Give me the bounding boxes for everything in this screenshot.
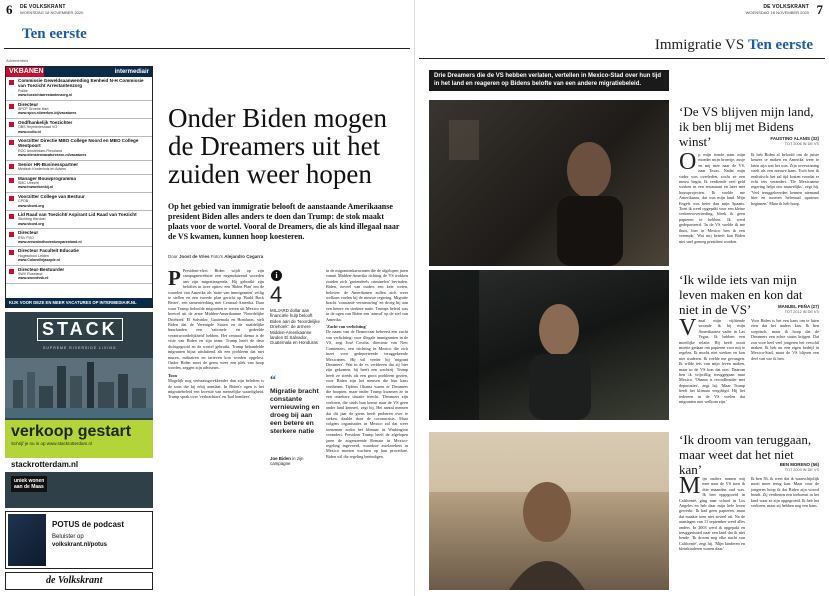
job-organization: Hogeschool Leiden [18,253,49,258]
job-title: Directeur [18,230,39,236]
job-listing[interactable] [6,247,152,265]
quote-heading-3: ‘Ik droom van teruggaan, maar weet dat het niet kan’ [679,432,812,477]
byline-photo-prefix: Foto's [210,254,223,259]
photo-faustino [429,100,669,266]
col3-subheading: 'Zacht van verlichting' [326,324,367,330]
pull-quote-attribution [270,456,320,467]
job-url[interactable]: www.swvvdvsk.nl [18,276,49,281]
job-organization: SPCP Groene Hart [18,107,49,112]
vkbanen-ad[interactable] [5,66,153,308]
photo-ben [429,432,669,590]
job-url[interactable]: www.hwwerkenbij.nl [18,185,54,190]
date-right: WOENSDAG 18 NOVEMBER 2020 [745,10,809,15]
quote-heading-2: ‘Ik wilde iets van mijn leven maken en kon dat niet in de VS’ [679,272,803,317]
job-listing[interactable] [6,211,152,229]
job-url[interactable]: www.dienstenvacaturesroc.nl/vacatures [18,153,87,158]
job-organization: Stichting Herdoel [18,217,46,222]
job-listing[interactable] [6,193,152,211]
section-topic: Immigratie VS [654,37,745,53]
interview-1-col-a [679,152,745,260]
col1-text-2: Mogelijk nog verbazingwekkender dan zijn beloften is de toon die hij erbij aanslaat. In Biden's ogen is het migratiebeleid een kwestie van menselijke waardigheid. Trump sprak over 'verkrachters' en 'bad hombres'. [168,378,264,400]
volkskrant-logo: de Volkskrant [46,575,103,586]
vkbanen-logo: VKBANEN [6,67,44,77]
stack-logo: STACK [37,318,123,341]
job-organization: SWV Ruseland [18,272,43,276]
advertisements-label: Advertenties [6,58,29,63]
section-name: Ten eerste [748,37,813,53]
section-title-left: Ten eerste [22,26,87,42]
paper-name-right: DE VOLKSKRANT [763,4,809,10]
drop-cap-1: O [679,152,697,175]
byline-photographer: Alejandro Cegarra [224,254,264,259]
job-title: Lid Raad van Toezicht/ Aspirant Lid Raad van Toezicht [18,211,137,217]
article-column-1 [168,268,264,590]
podcast-image [8,514,46,566]
page-number-left: 6 [6,2,13,17]
job-list [6,77,152,284]
header-rule-right [419,58,825,59]
q1-text-2: Ik heb Biden al beloofd om de juiste keuzes te maken en Amerika weer te laten zijn wat het was. Zijn overwinning voelt als een nieuwe kans. Toch ben ik realistisch: het zal tijd kosten voordat er echt iets verandert. 'De Mexicaanse regering helpt ons nauwelijks', zegt hij. 'Veel teruggekeerden kennen niemand hier en moeten helemaal opnieuw beginnen.' Maar ik heb hoop. [751,152,819,206]
interview-3-col-a [679,476,745,590]
interviewee-2-place: TOT 2012 IN DE VS [784,310,819,314]
job-title: Directeur Faculteit Educatie [18,248,79,254]
col1-subheading: Toon [168,372,177,378]
q2-text-2: Voor Biden is het een kans om te laten zien dat het anders kan. Ik ben sceptisch, maar ik hoop dat de Dreamers een echte status krijgen. Dat zou voor heel veel jongeren het verschil maken. Ik heb nu een eigen bedrijf in Mexico-Stad, maar de VS blijven een deel van wie ik ben. [751,318,819,361]
portrait-1-image [429,100,669,266]
job-listing[interactable] [6,161,152,175]
job-organization: RSV PVO [18,235,34,240]
intermediair-logo: intermediair [44,67,152,77]
interviewee-1-name: FAUSTINO ALANIS (32) [770,136,819,141]
job-organization: OBS Heymeriesraad VO [18,125,58,130]
date-left: WOENSDAG 18 NOVEMBER 2020 [20,10,84,15]
col3-text: in de migrantenkaravanen die de afgelopen jaren vanuit Midden-Amerika richting de VS trokken zouden zich 'grotendeels criminelen' bevinden. Biden, zoveel van ouders een keer weten, beloven: de Amerikanen zullen zich weer welkom voelen bij de nieuwe regering. Migratie bracht 'constante vernieuwing' en droeg bij aan een betere en sterkere natie. Trumps beleid was in de ogen van Biden een 'aanval' op de ziel van Amerika. [326,268,408,322]
interview-1-col-b [751,152,819,260]
feature-lede: Drie Dreamers die de VS hebben verlaten, vertellen in Mexico-Stad over hun tijd in het land en reageren op Bidens belofte van een andere migratiebeleid. [429,70,669,91]
job-organization: Medisch Kinderhuis en Advies [18,167,66,172]
q3-text: ijn ouders namen mij mee naar de VS toen ik drie maanden oud was. Ik ben opgegroeid in Californië, ging naar school in Los Angeles en heb daar mijn hele leven gewerkt. Ik had geen papieren, maar dat maakte toen niet zoveel uit. Na de aanslagen van 11 september werd alles anders. In 2003 werd ik opgepakt en teruggestuurd naar een land dat ik niet kende. 'Ik droom nog elke nacht van Californië', zegt hij. 'Mijn kinderen en kleinkinderen wonen daar.' [679,476,745,552]
stat-number: 4 [270,282,283,307]
job-url[interactable]: www.ccdlo.nl [18,129,41,134]
job-title: Directeur [18,101,39,107]
quote-icon: “ [270,372,276,386]
drop-cap: P [168,268,181,290]
job-title: Ondfhankelijk Toezichter [18,119,73,125]
drop-cap-3: M [679,476,701,499]
podcast-sub-1: Beluister op [52,534,84,540]
badge-line-2: aan de Maas [14,484,44,490]
article-headline: Onder Biden mogen de Dreamers uit het zuiden weer hopen [168,103,387,189]
paper-name-left: DE VOLKSKRANT [20,4,66,10]
job-listing[interactable] [6,101,152,119]
interviewee-3-name: BEN MORENO (56) [779,462,819,467]
article-column-3 [326,268,408,590]
podcast-url[interactable]: volkskrant.nl/potus [52,542,108,548]
byline [168,254,263,259]
left-page [0,0,414,596]
right-page [415,0,829,596]
stack-badge [11,476,47,492]
stack-tagline: SUPREME RIVERSIDE LIVING [43,346,117,350]
job-title: Manager Bouwprogramma [18,175,76,181]
job-organization: SMC Utrecht [18,180,39,185]
stat-label: MILJARD dollar aan financiële hulp belooft Biden aan de 'Noordelijke Driehoek': de armere Midden-Amerikaanse landen El Salvador, Guatemala en Honduras [270,308,320,346]
header-rule-left [4,48,410,49]
info-icon: i [271,270,282,281]
job-title: Directeur-Bestuurder [18,266,65,272]
stack-ad[interactable] [5,312,153,508]
podcast-ad[interactable] [5,511,153,569]
job-listing[interactable] [6,175,152,193]
quote-heading-1: ‘De VS blijven mijn land, ik ben blij met Bidens winst’ [679,104,814,149]
col1-text: President-elect Biden wijdt op zijn campagnewebsite een negenduizend woorden aan zijn migratieagenda. Hij gebruikt zijn beloften in twee opties: een 'Biden Plan' om de waarden van Amerika als 'natie van immigranten' veilig te stellen en een tweede plan gericht op 'Build Back Better', een samenwerking met Centraal-Amerika. Daar waar Trump beloofde migranten te weren uit Mexico en hoewel uit de arme Midden-Amerikaanse 'Noordelijke Driehoek' El Salvador, Guatemala en Honduras, stelt Biden dat de Verenigde Staten en de naaldelijke buurlanden een 'rationele en gedeelde verantwoordelijkheid' hebben. Het centraal thema is de visie van Biden en zijn team: Trump heeft de deur dichtgegooid en de wortel gebruikt. Trump behandelde migranten bijna uitsluitend als een probleem dat met muren, militairen en tarieven kon worden opgelost. Onder Biden moet de grens weer een plek van hoop worden, zeggen zijn adviseurs. [168,268,264,371]
volkskrant-logo-strip [5,572,153,590]
badge-line-1: uniek wonen [14,478,45,484]
interviewee-3-place: TOT 2003 IN DE VS [784,468,819,472]
job-url[interactable]: www.vbord.org [18,221,45,226]
job-url[interactable]: www.zeeuwindhovenkenparenland.nl [18,239,82,244]
job-organization: ROC Amsterdam-Flevoland [18,148,62,153]
stack-url[interactable]: stackrotterdam.nl [5,458,153,472]
podcast-title: POTUS de podcast [52,520,125,529]
job-title: Commissie Geweldsaanwending Eenheid N-H Commissie van Toezicht Arrestantenzorg [18,78,144,89]
article-intro: Op het gebied van immigratie belooft de aanstaande Amerikaanse president Biden alles anders te doen dan Trump: de stok maakt plaats voor de wortel. Vooral de Dreamers, die als kind illegaal naar de VS kwamen, kunnen hoop koesteren. [168,202,400,241]
sale-banner [5,420,153,458]
interview-3-col-b [751,476,819,590]
job-organization: CPOB [18,199,29,204]
byline-author: Joost de Vries [179,254,210,259]
job-title: Voorzitter Directie MBO College Noord en MBO College Westpoort [18,138,139,149]
quote-context: in zijn campagne [270,456,304,467]
interview-2-col-b [751,318,819,426]
job-listing[interactable] [6,119,152,137]
job-url[interactable]: www.toezichtarrestantenzorg.nl [18,93,73,98]
job-title: Voorzitter College van Bestuur [18,193,85,199]
portrait-2-image [429,270,669,420]
drop-cap-2: V [679,318,697,341]
byline-prefix: Door [168,254,178,259]
q3-text-2: Ik ben 56, ik weet dat ik waarschijnlijk nooit meer terug kan. Maar voor de jongeren hoop ik dat Biden zijn woord houdt. Zij verdienen een toekomst in het land waar ze zijn opgegroeid. Ik heb het verloren, maar zij hebben nog een kans. [751,476,819,509]
photo-manuel [429,270,669,420]
sale-heading: verkoop gestart [11,423,132,440]
job-url[interactable]: www.vbord.org [18,203,45,208]
job-listing[interactable] [6,266,152,284]
vacancies-footer[interactable]: KIJK VOOR DEZE EN MEER VACATURES OP INTERMEDIAIR.NL [6,298,152,307]
job-url[interactable]: www.Colonellejaseple.nl [18,258,60,263]
interviewee-1-place: TOT 2006 IN DE VS [784,142,819,146]
job-organization: Politie [18,88,28,93]
interview-2-col-a [679,318,745,426]
q1-text: p mijn tiende nam mijn moeder mijn broertje, zusje en mij mee naar de VS, naar Texas. Nadat mijn vader was overleden, zocht ze een nieuw begin. Ik verdiende veel geld werken in een restaurant en later met bouwprojecten. Ik voelde me Amerikaans, dat was mijn land. Mijn Engels was beter dan mijn Spaans. Toen ik werd opgepakt voor een kleine verkeersovertreding, bleek ik geen papieren te hebben. Ik werd gedeporteerd. 'In de VS voelde ik me thuis, hier in Mexico ben ik een vreemde.' Wat mij betreft kan Biden niet snel genoeg president worden. [679,152,745,244]
job-url[interactable]: www.spcn.nl/werken-bij/vacatures [18,111,77,116]
col3-text-3: Het aantal mensen dat dit jaar de grens heeft proberen over te steken, daalde door de coronacrisis. Maar volgens organisaties in Mexico zal dat weer toenemen zodra het klimaat in Washington verandert. President Trump heeft de afgelopen jaren de zogenoemde Remain in Mexico-regeling ingevoerd, waardoor asielzoekers in Mexico moeten wachten op hun procedure. Biden wil die regeling beëindigen. [326,405,408,459]
sale-signup-text: Schrijf je nu in op www.stackrotterdam.nl [11,441,93,446]
city-skyline-image [5,358,153,418]
job-listing[interactable] [6,137,152,161]
interviewee-2-name: MANUEL PEÑA (27) [778,304,819,309]
quote-author: Joe Biden [270,456,291,461]
page-number-right: 7 [816,2,823,17]
q2-text: anaf mijn vijftiende woonde ik bij mijn Amerikaanse vader in Las Vegas. Ik hebben een moeilijke relatie. Hij heeft nooit moeite gedaan om papieren voor mij te regelen. Ik mocht niet werken en kon niet studeren. Ik voelde me gevangen. Ik wilde iets van mijn leven maken, maar in de VS kon dat niet. Daarom ben ik vrijwillig teruggegaan naar Mexico. 'Obama is recordhouder met deportaties', zegt hij. 'Maar Trump heeft het klimaat vergiftigd. Hij liet iedereen in de VS voelen dat migranten niet welkom zijn.' [679,318,745,405]
section-title-right [655,36,813,54]
job-listing[interactable] [6,77,152,101]
job-listing[interactable] [6,229,152,247]
portrait-3-image [429,432,669,590]
col3-text-2: De naam van de Democraat beheerst een zucht van verlichting: voor illegale immigranten in de VS, zegt José Coscha, directeur van New Comienzos, een stichting in Mexico die zich inzet voor gedeporteerde teruggekeerde Mexicanen. Hij wil verder bij 'migrant Dreamers'. Wat in de vs verbleven dat zij hier zijn gekomen, hij heeft een wachtrij. Trump heeft ze steeds als een groot probleem gezien, voor Biden zijn het mensen die hun kans verdienen. Tijdens Obama waren er Dreamers die hoopten, maar onder Trump kwamen ze in een onzekere situatie terecht. 'Dreamers zijn verloren, die sinds hun komst naar de VS geen ander land kennen', zegt hij. [326,329,408,411]
vkbanen-header [6,67,152,77]
job-title: Senior HR-Businesspartner [18,161,78,167]
pull-quote: Migratie bracht constante vernieuwing en droeg bij aan een betere en sterkere natie [270,388,320,435]
